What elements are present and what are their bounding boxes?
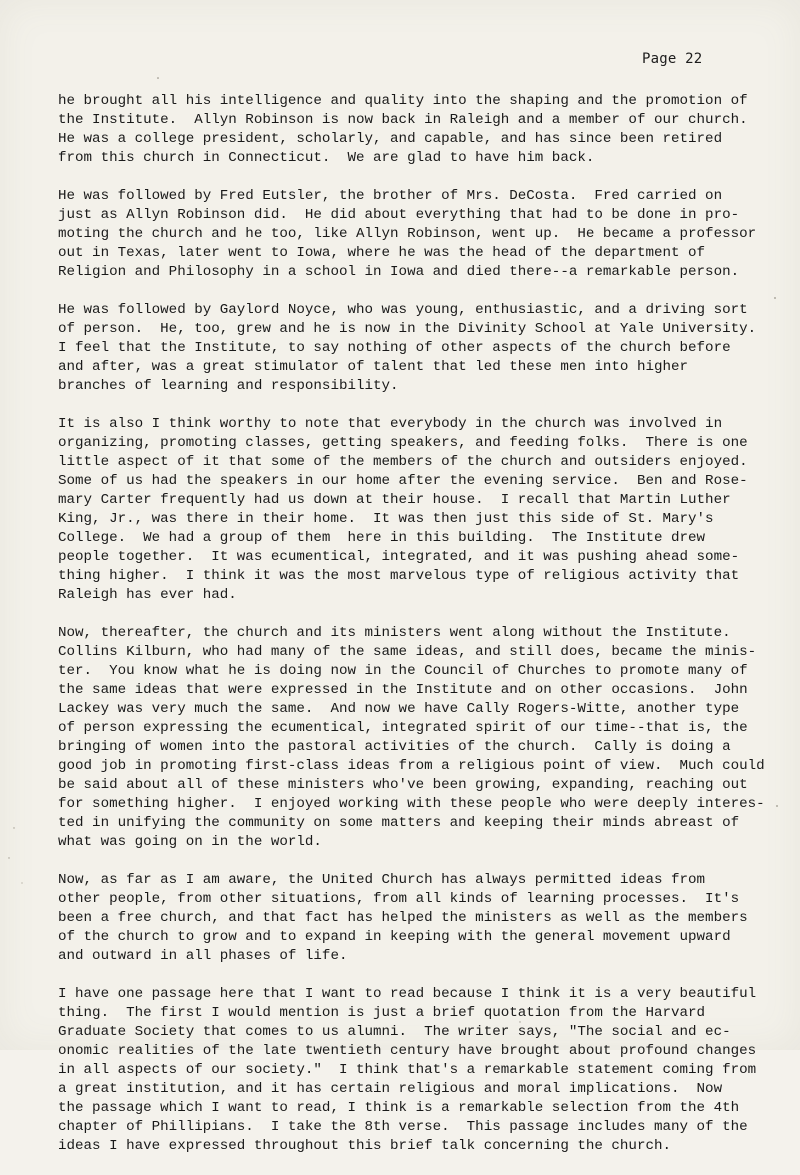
text-line: of person expressing the ecumentical, integrated spirit of our time--that is, the xyxy=(58,720,748,736)
text-line: Now, thereafter, the church and its ministers went along without the Institute. xyxy=(58,625,731,641)
text-line: of the church to grow and to expand in keeping with the general movement upward xyxy=(58,929,731,945)
page-number: Page 22 xyxy=(642,51,703,67)
text-line: in all aspects of our society." I think that's a remarkable statement coming from xyxy=(58,1062,757,1078)
text-line: College. We had a group of them here in this building. The Institute drew xyxy=(58,530,706,546)
text-line: moting the church and he too, like Allyn Robinson, went up. He became a professor xyxy=(58,226,757,242)
text-line: He was followed by Fred Eutsler, the brother of Mrs. DeCosta. Fred carried on xyxy=(58,188,723,204)
paragraph xyxy=(58,92,748,168)
text-line: the Institute. Allyn Robinson is now back in Raleigh and a member of our church. xyxy=(58,112,748,128)
text-line: ted in unifying the community on some matters and keeping their minds abreast of xyxy=(58,815,740,831)
text-line: Religion and Philosophy in a school in Iowa and died there--a remarkable person. xyxy=(58,264,740,280)
text-line: the same ideas that were expressed in the Institute and on other occasions. John xyxy=(58,682,748,698)
text-line: I feel that the Institute, to say nothing of other aspects of the church before xyxy=(58,340,731,356)
paragraph xyxy=(58,624,765,852)
text-line: a great institution, and it has certain religious and moral implications. Now xyxy=(58,1081,723,1097)
text-line: It is also I think worthy to note that everybody in the church was involved in xyxy=(58,416,723,432)
text-line: just as Allyn Robinson did. He did about everything that had to be done in pro- xyxy=(58,207,740,223)
text-line: Graduate Society that comes to us alumni. The writer says, "The social and ec- xyxy=(58,1024,731,1040)
text-line: ter. You know what he is doing now in the Council of Churches to promote many of xyxy=(58,663,748,679)
text-line: He was followed by Gaylord Noyce, who was young, enthusiastic, and a driving sort xyxy=(58,302,748,318)
body-text xyxy=(58,92,765,1175)
text-line: out in Texas, later went to Iowa, where he was the head of the department of xyxy=(58,245,706,261)
text-line: thing. The first I would mention is just a brief quotation from the Harvard xyxy=(58,1005,706,1021)
text-line: been a free church, and that fact has helped the ministers as well as the members xyxy=(58,910,748,926)
text-line: branches of learning and responsibility. xyxy=(58,378,399,394)
text-line: he brought all his intelligence and quality into the shaping and the promotion of xyxy=(58,93,748,109)
text-line: of person. He, too, grew and he is now in the Divinity School at Yale University. xyxy=(58,321,757,337)
text-line: onomic realities of the late twentieth century have brought about profound changes xyxy=(58,1043,757,1059)
text-line: from this church in Connecticut. We are glad to have him back. xyxy=(58,150,595,166)
text-line: organizing, promoting classes, getting speakers, and feeding folks. There is one xyxy=(58,435,748,451)
text-line: thing higher. I think it was the most marvelous type of religious activity that xyxy=(58,568,740,584)
text-line: other people, from other situations, from all kinds of learning processes. It's xyxy=(58,891,740,907)
paragraph xyxy=(58,301,757,396)
text-line: mary Carter frequently had us down at their house. I recall that Martin Luther xyxy=(58,492,731,508)
text-line: I have one passage here that I want to read because I think it is a very beautiful xyxy=(58,986,757,1002)
paragraph xyxy=(58,871,748,966)
text-line: Some of us had the speakers in our home after the evening service. Ben and Rose- xyxy=(58,473,748,489)
text-line: the passage which I want to read, I think is a remarkable selection from the 4th xyxy=(58,1100,740,1116)
text-line: ideas I have expressed throughout this brief talk concerning the church. xyxy=(58,1138,671,1154)
text-line: bringing of women into the pastoral activities of the church. Cally is doing a xyxy=(58,739,731,755)
text-line: people together. It was ecumentical, integrated, and it was pushing ahead some- xyxy=(58,549,740,565)
text-line: He was a college president, scholarly, and capable, and has since been retired xyxy=(58,131,723,147)
text-line: and outward in all phases of life. xyxy=(58,948,348,964)
text-line: Now, as far as I am aware, the United Church has always permitted ideas from xyxy=(58,872,706,888)
text-line: Lackey was very much the same. And now we have Cally Rogers-Witte, another type xyxy=(58,701,740,717)
text-line: be said about all of these ministers who've been growing, expanding, reaching out xyxy=(58,777,748,793)
text-line: and after, was a great stimulator of talent that led these men into higher xyxy=(58,359,689,375)
text-line: chapter of Phillipians. I take the 8th verse. This passage includes many of the xyxy=(58,1119,748,1135)
text-line: for something higher. I enjoyed working with these people who were deeply interes- xyxy=(58,796,765,812)
text-line: little aspect of it that some of the members of the church and outsiders enjoyed. xyxy=(58,454,748,470)
text-line: good job in promoting first-class ideas from a religious point of view. Much could xyxy=(58,758,765,774)
text-line: what was going on in the world. xyxy=(58,834,322,850)
paragraph xyxy=(58,187,757,282)
text-line: King, Jr., was there in their home. It was then just this side of St. Mary's xyxy=(58,511,714,527)
paragraph xyxy=(58,985,757,1156)
paragraph xyxy=(58,415,748,605)
text-line: Collins Kilburn, who had many of the same ideas, and still does, became the minis- xyxy=(58,644,757,660)
text-line: Raleigh has ever had. xyxy=(58,587,237,603)
